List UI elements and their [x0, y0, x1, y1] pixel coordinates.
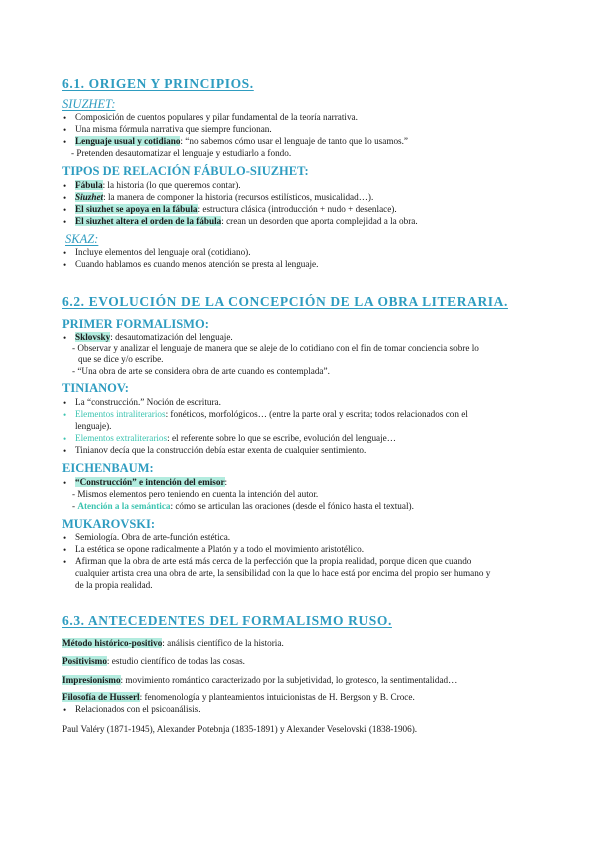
term-definition: : estructura clásica (introducción + nudo + desenlace).: [197, 204, 397, 214]
mukarovski-heading: MUKAROVSKI:: [62, 517, 156, 531]
list-item: Cuando hablamos es cuando menos atención se presta al lenguaje.: [75, 259, 319, 269]
bullet-icon: •: [63, 260, 67, 270]
list-item: [75, 204, 397, 215]
bullet-icon: •: [63, 705, 67, 715]
term-turquoise: Atención a la semántica: [77, 501, 171, 511]
term-definition: : “no sabemos cómo usar el lenguaje de tanto que lo usamos.”: [180, 136, 409, 146]
list-subitem: - Mismos elementos pero teniendo en cuenta la intención del autor.: [72, 489, 319, 499]
list-item: [75, 409, 468, 420]
term-turquoise: Elementos extraliterarios: [75, 433, 168, 443]
list-subitem-continuation: que se dice y/o escribe.: [78, 354, 164, 364]
term-highlight: Filosofía de Husserl: [62, 692, 140, 702]
bullet-icon: •: [63, 193, 67, 203]
term-definition: : fenomenología y planteamientos intuicionistas de H. Bergson y B. Croce.: [139, 692, 415, 702]
skaz-heading: [65, 232, 98, 247]
list-item: [75, 136, 408, 147]
bullet-icon: •: [63, 113, 67, 123]
bullet-icon: •: [63, 181, 67, 191]
term-definition: : estudio científico de todas las cosas.: [106, 656, 245, 666]
list-item: [75, 180, 241, 191]
bullet-icon: •: [63, 545, 67, 555]
bullet-icon: •: [63, 557, 67, 567]
list-item: Tinianov decía que la construcción debía estar exenta de cualquier sentimiento.: [75, 445, 367, 455]
term-highlight: Método histórico-positivo: [62, 638, 163, 648]
list-subitem: - Pretenden desautomatizar el lenguaje y estudiarlo a fondo.: [71, 148, 292, 158]
term-definition: :: [224, 477, 228, 487]
list-subitem: [72, 501, 414, 512]
tinianov-heading: TINIANOV:: [62, 381, 129, 395]
term-turquoise: Elementos intraliterarios: [75, 409, 166, 419]
list-item: Una misma fórmula narrativa que siempre funcionan.: [75, 124, 272, 134]
term-highlight: “Construcción” e intención del emisor: [75, 477, 225, 487]
list-subitem: - Observar y analizar el lenguaje de manera que se aleje de lo cotidiano con el fin de tomar conciencia sobre lo: [72, 343, 479, 353]
list-item: [75, 477, 227, 488]
bullet-icon: •: [63, 248, 67, 258]
siuzhet-heading-text: SIUZHET:: [62, 97, 116, 111]
list-item: [75, 433, 396, 444]
bullet-icon: •: [63, 478, 67, 488]
term-definition: : cómo se articulan las oraciones (desde el fónico hasta el textual).: [170, 501, 414, 511]
bullet-icon: •: [63, 205, 67, 215]
term-definition: : análisis científico de la historia.: [162, 638, 284, 648]
bullet-icon: •: [63, 533, 67, 543]
list-item: [75, 216, 418, 227]
term-highlight: Impresionismo: [62, 675, 121, 685]
list-item: Semiología. Obra de arte-función estética.: [75, 532, 231, 542]
bullet-icon: •: [63, 217, 67, 227]
term-highlight: Sklovsky: [75, 332, 111, 342]
eichenbaum-heading: EICHENBAUM:: [62, 461, 154, 475]
skaz-heading-text: SKAZ:: [65, 232, 99, 246]
tipos-heading: TIPOS DE RELACIÓN FÁBULO-SIUZHET:: [62, 164, 309, 178]
list-item: [75, 332, 233, 343]
list-item: Afirman que la obra de arte está más cerca de la perfección que la propia realidad, porque dicen que cuando: [75, 556, 472, 566]
list-item-continuation: lenguaje).: [75, 421, 112, 431]
primer-formalismo-heading: PRIMER FORMALISMO:: [62, 317, 209, 331]
term-highlight: Siuzhet: [75, 192, 104, 202]
list-item: Relacionados con el psicoanálisis.: [75, 704, 201, 714]
term-definition: : desautomatización del lenguaje.: [110, 332, 233, 342]
term-highlight: Positivismo: [62, 656, 107, 666]
term-highlight: El siuzhet se apoya en la fábula: [75, 204, 198, 214]
list-item: [62, 692, 415, 703]
bullet-icon: •: [63, 410, 67, 420]
term-highlight: Fábula: [75, 180, 103, 190]
bullet-icon: •: [63, 137, 67, 147]
term-definition: : el referente sobre lo que se escribe, evolución del lenguaje…: [167, 433, 396, 443]
section-title-6-2: 6.2. EVOLUCIÓN DE LA CONCEPCIÓN DE LA OBRA LITERARIA.: [62, 294, 508, 309]
term-highlight: Lenguaje usual y cotidiano: [75, 136, 181, 146]
list-item: Composición de cuentos populares y pilar fundamental de la teoría narrativa.: [75, 112, 358, 122]
term-definition: : la manera de componer la historia (recursos estilísticos, musicalidad…).: [103, 192, 374, 202]
list-item: [62, 638, 284, 649]
bullet-icon: •: [63, 434, 67, 444]
bullet-icon: •: [63, 125, 67, 135]
authors-line: Paul Valéry (1871-1945), Alexander Potebnja (1835-1891) y Alexander Veselovski (1838-1906).: [62, 724, 418, 734]
section-title-6-1: 6.1. ORIGEN Y PRINCIPIOS.: [62, 76, 254, 91]
list-item-continuation: de la propia realidad.: [75, 580, 153, 590]
list-item: La estética se opone radicalmente a Platón y a todo el movimiento aristotélico.: [75, 544, 365, 554]
siuzhet-heading: [62, 97, 115, 112]
term-definition: : movimiento romántico caracterizado por la subjetividad, lo grotesco, la sentimentalidad…: [120, 675, 458, 685]
list-item: [62, 675, 457, 686]
term-definition: : fonéticos, morfológicos… (entre la parte oral y escrita; todos relacionados con el: [165, 409, 468, 419]
bullet-icon: •: [63, 446, 67, 456]
list-item: [75, 192, 373, 203]
term-definition: : la historia (lo que queremos contar).: [102, 180, 241, 190]
list-subitem: - “Una obra de arte se considera obra de arte cuando es contemplada”.: [72, 366, 330, 376]
list-item: Incluye elementos del lenguaje oral (cotidiano).: [75, 247, 251, 257]
list-item: [62, 656, 245, 667]
bullet-icon: •: [63, 333, 67, 343]
list-item-continuation: cualquier artista crea una obra de arte, la sensibilidad con la que lo hace está por encima del propio ser humano y: [75, 568, 491, 578]
section-title-6-3: 6.3. ANTECEDENTES DEL FORMALISMO RUSO.: [62, 613, 392, 628]
bullet-icon: •: [63, 398, 67, 408]
term-highlight: El siuzhet altera el orden de la fábula: [75, 216, 222, 226]
list-item: La “construcción.” Noción de escritura.: [75, 397, 221, 407]
dash-prefix: -: [72, 501, 78, 511]
term-definition: : crean un desorden que aporta complejidad a la obra.: [221, 216, 418, 226]
